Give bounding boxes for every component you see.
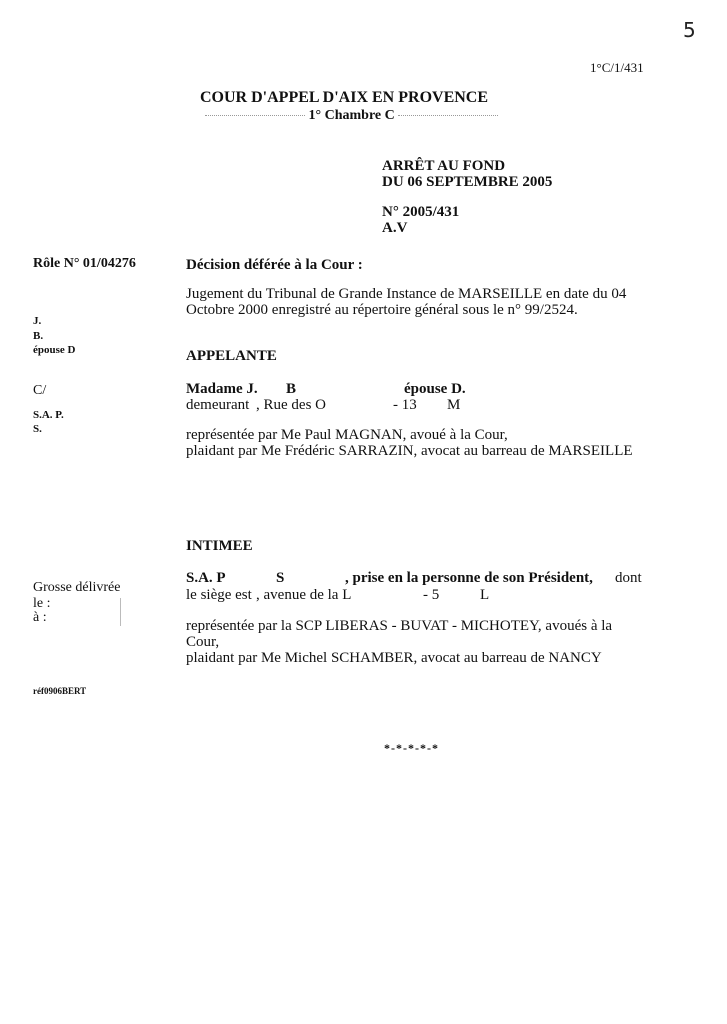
respondent-address-city: L	[480, 587, 490, 603]
respondent-representative: représentée par la SCP LIBERAS - BUVAT - MICHOTEY, avoués à la	[186, 618, 613, 634]
appellant-address-label: demeurant	[186, 397, 250, 413]
respondent-title: INTIMEE	[186, 538, 253, 554]
appellant-name-first: Madame J.	[186, 381, 258, 397]
respondent-pleader: plaidant par Me Michel SCHAMBER, avocat au barreau de NANCY	[186, 650, 602, 666]
decision-type: ARRÊT AU FOND	[382, 158, 506, 174]
grosse-date: le :	[33, 596, 51, 611]
respondent-name-first: S.A. P	[186, 570, 226, 586]
page-number-mark: 5	[683, 18, 696, 42]
respondent-name-second: S	[276, 570, 285, 586]
appellant-address-postcode: - 13	[393, 397, 417, 413]
redacted-mark	[205, 115, 305, 116]
party1-spouse: épouse D	[33, 344, 76, 356]
party1-initial: J.	[33, 315, 42, 327]
appellant-representative: représentée par Me Paul MAGNAN, avoué à la Cour,	[186, 427, 508, 443]
appellant-name-married: épouse D.	[404, 381, 466, 397]
party2-initial: S.	[33, 423, 42, 435]
deferred-decision-line1: Jugement du Tribunal de Grande Instance de MARSEILLE en date du 04	[186, 286, 627, 302]
respondent-address-street: , avenue de la L	[256, 587, 352, 603]
redacted-mark	[398, 115, 498, 116]
respondent-name-tail: dont	[615, 570, 642, 586]
redacted-mark	[120, 598, 121, 626]
respondent-address-label: le siège est	[186, 587, 252, 603]
appellant-name-last: B	[286, 381, 297, 397]
court-name: COUR D'APPEL D'AIX EN PROVENCE	[200, 89, 489, 106]
role-number: Rôle N° 01/04276	[33, 256, 136, 271]
respondent-representative-cont: Cour,	[186, 634, 220, 650]
deferred-decision-line2: Octobre 2000 enregistré au répertoire général sous le n° 99/2524.	[186, 302, 578, 318]
deferred-decision-title: Décision déférée à la Cour :	[186, 257, 363, 273]
case-reference: 1°C/1/431	[590, 60, 644, 75]
decision-date: DU 06 SEPTEMBRE 2005	[382, 174, 553, 190]
chamber-line	[205, 108, 498, 124]
decision-initials: A.V	[382, 220, 408, 236]
appellant-address-city: M	[447, 397, 461, 413]
respondent-name-representation: , prise en la personne de son Président,	[345, 570, 593, 586]
appellant-title: APPELANTE	[186, 348, 277, 364]
grosse-recipient: à :	[33, 610, 47, 625]
versus-label: C/	[33, 383, 47, 398]
file-reference: réf0906BERT	[33, 686, 87, 696]
respondent-address-postcode: - 5	[423, 587, 440, 603]
section-separator: *-*-*-*-*	[384, 741, 439, 755]
party1-surname: B.	[33, 330, 44, 342]
grosse-title: Grosse délivrée	[33, 580, 121, 595]
appellant-address-street: , Rue des O	[256, 397, 326, 413]
chamber-name: 1° Chambre C	[308, 108, 395, 123]
party2-name: S.A. P.	[33, 409, 64, 421]
appellant-pleader: plaidant par Me Frédéric SARRAZIN, avocat au barreau de MARSEILLE	[186, 443, 633, 459]
decision-number: N° 2005/431	[382, 204, 460, 220]
